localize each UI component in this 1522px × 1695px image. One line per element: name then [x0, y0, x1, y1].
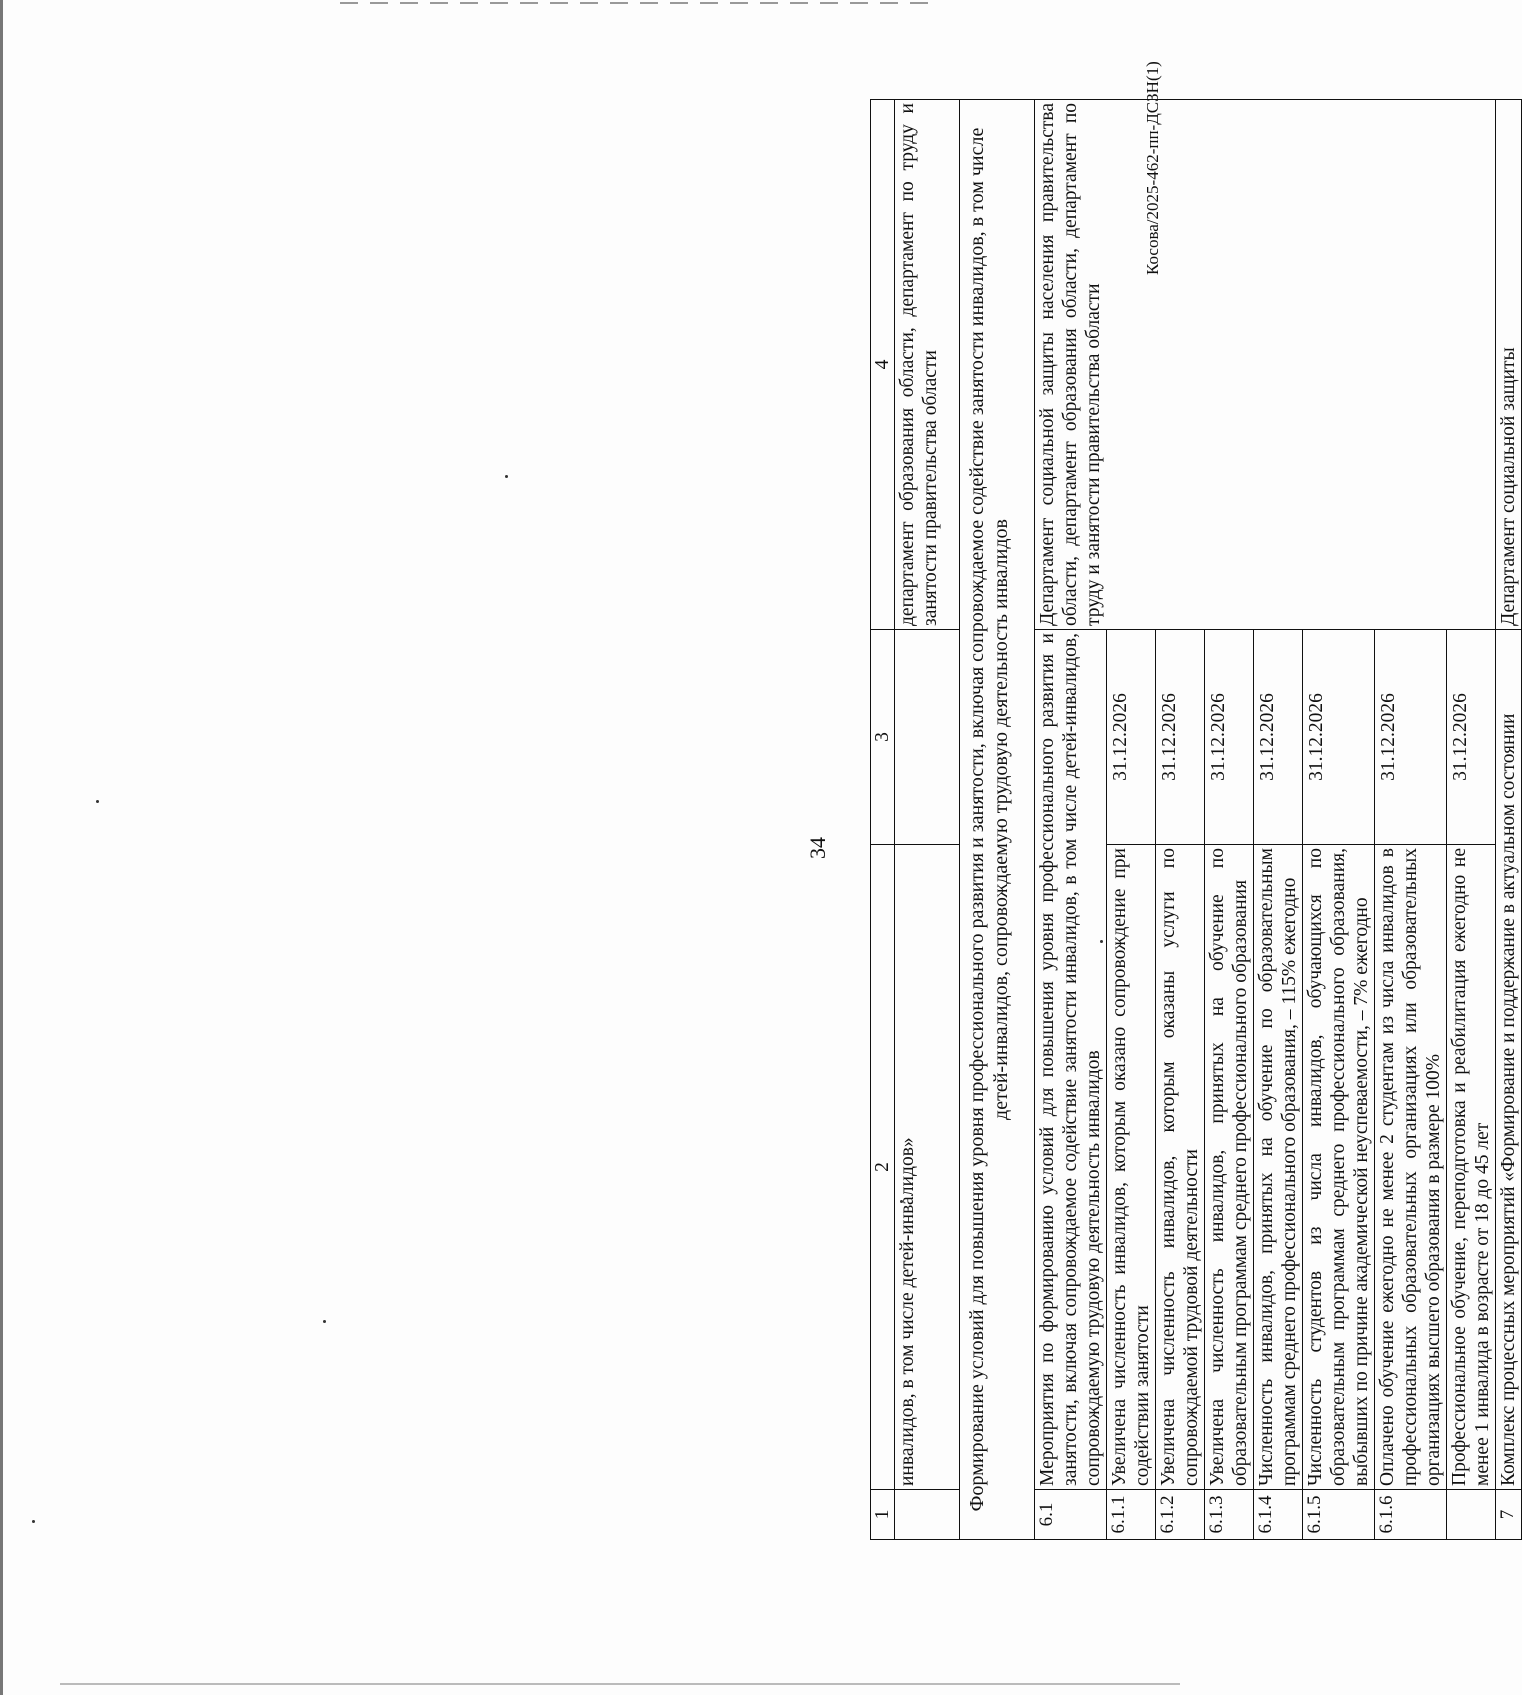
row-date — [895, 630, 960, 845]
table-header-row — [871, 100, 895, 1540]
row-date: 31.12.2026 — [1107, 630, 1156, 845]
row-number — [895, 1490, 960, 1540]
section-title: Формирование условий для повышения уровня профессионального развития и занятости, включая сопровождаемое содействие занятости инвалидов, в том числе детей-инвалидов, сопровождаемую трудовую деятельность инвалидов — [960, 100, 1035, 1540]
header-cell: 2 — [871, 845, 895, 1490]
row-text: Увеличена численность инвалидов, которым оказано сопровождение при содействии занятости — [1107, 845, 1156, 1490]
header-cell: 1 — [871, 1490, 895, 1540]
row-agency: Департамент социальной защиты — [1496, 100, 1522, 630]
row-text: Увеличена численность инвалидов, которым оказаны услуги по сопровождаемой трудовой деятельности — [1156, 845, 1205, 1490]
row-text: инвалидов, в том числе детей-инвалидов» — [895, 845, 960, 1490]
row-number: 6.1.5 — [1303, 1490, 1375, 1540]
row-number: 6.1.4 — [1254, 1490, 1303, 1540]
row-number: 6.1.1 — [1107, 1490, 1156, 1540]
row-number — [1447, 1490, 1496, 1540]
table-row — [895, 100, 960, 1540]
row-number: 6.1 — [1035, 1490, 1107, 1540]
row-text: Численность инвалидов, принятых на обучение по образовательным программам среднего профессионального образования, – 115% ежегодно — [1254, 845, 1303, 1490]
table-row — [1035, 100, 1107, 1540]
row-text: Комплекс процессных мероприятий «Формирование и поддержание в актуальном состоянии — [1496, 630, 1522, 1490]
header-cell: 4 — [871, 100, 895, 630]
row-number: 7 — [1496, 1490, 1522, 1540]
row-agency: Департамент социальной защиты населения правительства области, департамент образования области, департамент по труду и занятости правительства области — [1035, 100, 1496, 630]
page-number: 34 — [805, 837, 830, 859]
row-agency: департамент образования области, департамент по труду и занятости правительства области — [895, 100, 960, 630]
row-text: Увеличена численность инвалидов, принятых на обучение по образовательным программам среднего профессионального образования — [1205, 845, 1254, 1490]
header-cell: 3 — [871, 630, 895, 845]
section-row — [960, 100, 1035, 1540]
row-number: 6.1.2 — [1156, 1490, 1205, 1540]
row-number: 6.1.3 — [1205, 1490, 1254, 1540]
row-date: 31.12.2026 — [1375, 630, 1447, 845]
row-text: Мероприятия по формированию условий для повышения уровня профессионального развития и занятости, включая сопровождаемое содействие занятости инвалидов, в том числе детей-инвалидов, сопровождаемую трудовую деятельность инвалидов — [1035, 630, 1107, 1490]
row-date: 31.12.2026 — [1447, 630, 1496, 845]
row-date: 31.12.2026 — [1205, 630, 1254, 845]
row-date: 31.12.2026 — [1156, 630, 1205, 845]
measures-table — [870, 99, 1522, 1540]
row-text: Оплачено обучение ежегодно не менее 2 студентам из числа инвалидов в профессиональных образовательных организациях или образовательных организациях высшего образования в размере 100% — [1375, 845, 1447, 1490]
row-date: 31.12.2026 — [1254, 630, 1303, 845]
row-text: Профессиональное обучение, переподготовка и реабилитация ежегодно не менее 1 инвалида в возрасте от 18 до 45 лет — [1447, 845, 1496, 1490]
row-date: 31.12.2026 — [1303, 630, 1375, 845]
document-code: Косова/2025-462-пп-ДСЗН(1) — [1143, 61, 1162, 275]
table-row — [1496, 100, 1522, 1540]
row-number: 6.1.6 — [1375, 1490, 1447, 1540]
row-text: Численность студентов из числа инвалидов, обучающихся по образовательным программам среднего профессионального образования, выбывших по причине академической неуспеваемости, – 7% ежегодно — [1303, 845, 1375, 1490]
